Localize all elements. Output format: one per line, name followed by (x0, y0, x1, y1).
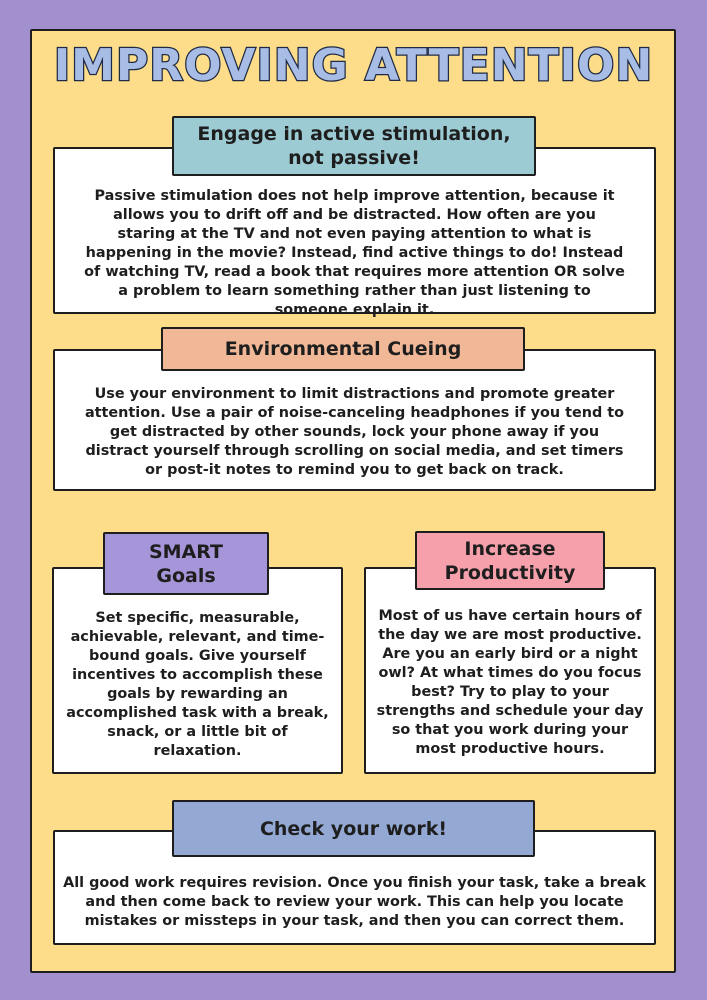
check-work-heading-text: Check your work! (259, 817, 448, 840)
smart-goals-heading-text: SMART Goals (148, 540, 224, 587)
increase-productivity-text: Most of us have certain hours of the day we are most productive. Are you an early bird or a night owl? At what times do you focus best? Try to play to your strengths and schedule your day so that you work during your most productive hours. (376, 608, 644, 757)
increase-productivity-card (364, 567, 656, 774)
environmental-cueing-heading-text: Environmental Cueing (224, 338, 462, 360)
check-work-text: All good work requires revision. Once you finish your task, take a break and then come back to review your work. This can help you locate mistakes or missteps in your task, and then you can correct them. (63, 875, 646, 929)
environmental-cueing-text: Use your environment to limit distractions and promote greater attention. Use a pair of noise-canceling headphones if you tend to get distracted by other sounds, lock your phone away if you distract yourself through scrolling on social media, and set timers or post-it notes to remind you to get back on track. (84, 386, 625, 478)
smart-goals-card (52, 567, 343, 774)
check-work-heading (172, 800, 535, 857)
increase-productivity-heading-text: Increase Productivity (444, 537, 576, 584)
page-title: IMPROVING ATTENTION (53, 40, 654, 91)
smart-goals-heading (103, 532, 269, 595)
increase-productivity-heading (415, 531, 605, 590)
environmental-cueing-heading (161, 327, 525, 371)
smart-goals-text: Set specific, measurable, achievable, relevant, and time-bound goals. Give yourself incentives to accomplish these goals by rewarding an accomplished task with a break, snack, or a little bit of relaxation. (66, 610, 329, 759)
active-stimulation-text: Passive stimulation does not help improve attention, because it allows you to drift off and be distracted. How often are you staring at the TV and not even paying attention to what is happening in the movie? Instead, find active things to do! Instead of watching TV, read a book that requires more attention OR solve a problem to learn something rather than just listening to someone explain it. (84, 188, 625, 318)
active-stimulation-heading (172, 116, 536, 176)
active-stimulation-heading-text: Engage in active stimulation, not passive! (197, 123, 511, 169)
